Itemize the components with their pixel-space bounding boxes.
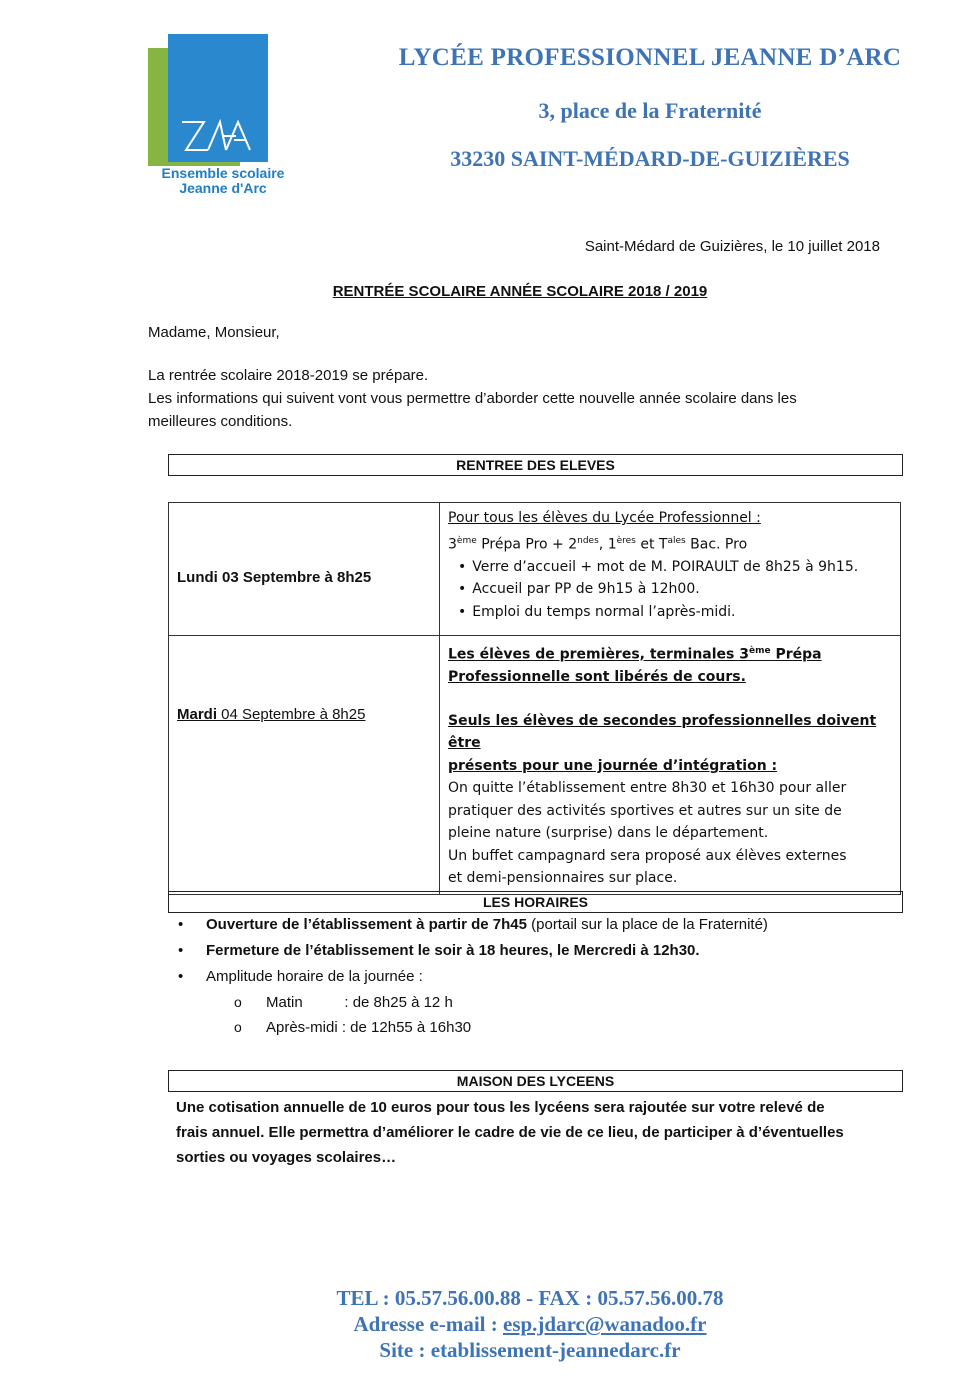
circle-bullet-icon: o [234, 994, 242, 1010]
spacer [448, 689, 892, 710]
free-text: Les élèves de premières, terminales 3 [448, 646, 749, 663]
section-heading-maison: MAISON DES LYCEENS [168, 1070, 903, 1092]
table-row [169, 503, 901, 636]
greeting: Madame, Monsieur, [148, 324, 280, 341]
intro-line-2: Les informations qui suivent vont vous permettre d’aborder cette nouvelle année scolaire dans les [148, 390, 797, 407]
classes-sup: ndes [577, 535, 599, 546]
monday-bullet: • Verre d’accueil + mot de M. POIRAULT de 8h25 à 9h15. [448, 556, 892, 579]
tuesday-seconds-line1: Seuls les élèves de secondes professionnelles doivent être [448, 712, 877, 752]
day-label-monday: Lundi 03 Septembre à 8h25 [177, 569, 372, 586]
intro-line-1: La rentrée scolaire 2018-2019 se prépare. [148, 367, 429, 384]
date-line: Saint-Médard de Guizières, le 10 juillet 2018 [584, 238, 880, 255]
monday-bullet: • Accueil par PP de 9h15 à 12h00. [448, 578, 892, 601]
tuesday-seconds-line2: présents pour une journée d’intégration : [448, 757, 778, 774]
tuesday-free-line1 [448, 640, 892, 666]
logo-monogram-icon [178, 116, 258, 156]
maison-line: Une cotisation annuelle de 10 euros pour tous les lycéens sera rajoutée sur votre relevé de [176, 1099, 825, 1116]
schedule-table [168, 502, 901, 895]
classes-text: Prépa Pro + 2 [476, 536, 578, 553]
footer-site[interactable]: Site : etablissement-jeannedarc.fr [379, 1338, 681, 1362]
footer-phones: TEL : 05.57.56.00.88 - FAX : 05.57.56.00.78 [336, 1286, 724, 1310]
day-label-tuesday-rest: 04 Septembre à 8h25 [217, 706, 366, 723]
document-title: RENTRÉE SCOLAIRE ANNÉE SCOLAIRE 2018 / 2019 [332, 283, 708, 300]
classes-sup: ales [667, 535, 686, 546]
monday-heading: Pour tous les élèves du Lycée Professionnel : [448, 510, 761, 526]
tuesday-body-line: pleine nature (surprise) dans le département. [448, 825, 769, 842]
bullet-icon: • [178, 968, 184, 985]
maison-paragraph [176, 1095, 844, 1170]
day-label-tuesday [177, 706, 365, 723]
hours-item-opening [206, 916, 768, 933]
logo-caption-line1: Ensemble scolaire [161, 165, 285, 181]
hours-afternoon: Après-midi : de 12h55 à 16h30 [266, 1019, 472, 1036]
day-cell-monday [169, 503, 440, 636]
hours-opening-rest: (portail sur la place de la Fraternité) [526, 916, 768, 933]
tuesday-body-line: pratiquer des activités sportives et autres sur un site de [448, 802, 842, 819]
school-name: LYCÉE PROFESSIONNEL JEANNE D’ARC [398, 44, 902, 71]
bullet-icon: • [178, 916, 184, 933]
logo-caption-line2: Jeanne d'Arc [179, 180, 267, 196]
hours-item-amplitude: Amplitude horaire de la journée : [206, 968, 423, 985]
hours-item-closing: Fermeture de l’établissement le soir à 18 heures, le Mercredi à 12h30. [206, 942, 700, 959]
free-text: Prépa [770, 646, 822, 663]
tuesday-details [440, 636, 901, 895]
footer-email-link[interactable]: esp.jdarc@wanadoo.fr [503, 1312, 707, 1336]
classes-text: et T [635, 536, 668, 553]
intro-line-3: meilleures conditions. [148, 413, 293, 430]
school-street: 3, place de la Fraternité [538, 98, 762, 123]
table-row [169, 636, 901, 895]
monday-classes [448, 530, 892, 556]
monday-details [440, 503, 901, 636]
school-city: 33230 SAINT-MÉDARD-DE-GUIZIÈRES [450, 146, 850, 171]
classes-sup: ème [456, 535, 477, 546]
footer-email-label: Adresse e-mail : [353, 1312, 503, 1336]
classes-text: 3 [448, 536, 457, 553]
tuesday-free-line2: Professionnelle sont libérés de cours. [448, 669, 746, 686]
classes-text: , 1 [598, 536, 617, 553]
school-logo [148, 34, 285, 204]
monday-bullet: • Emploi du temps normal l’après-midi. [448, 601, 892, 624]
tuesday-body-line: Un buffet campagnard sera proposé aux élèves externes [448, 847, 847, 864]
tuesday-body-line: et demi-pensionnaires sur place. [448, 870, 678, 887]
circle-bullet-icon: o [234, 1019, 242, 1035]
day-cell-tuesday [169, 636, 440, 895]
tuesday-body-line: On quitte l’établissement entre 8h30 et 16h30 pour aller [448, 780, 847, 797]
hours-morning: Matin : de 8h25 à 12 h [266, 994, 453, 1011]
hours-opening-bold: Ouverture de l’établissement à partir de 7h45 [206, 916, 527, 933]
section-heading-rentree: RENTREE DES ELEVES [168, 454, 903, 476]
free-sup: ème [749, 646, 771, 656]
logo-caption [148, 166, 298, 196]
day-label-tuesday-bold: Mardi [177, 706, 218, 723]
classes-text: Bac. Pro [685, 536, 748, 553]
footer-email-line [200, 1312, 860, 1337]
bullet-icon: • [178, 942, 184, 959]
maison-line: sorties ou voyages scolaires… [176, 1149, 397, 1166]
maison-line: frais annuel. Elle permettra d’améliorer le cadre de vie de ce lieu, de participer à d’éventuelles [176, 1124, 844, 1141]
classes-sup: ères [616, 535, 636, 546]
section-heading-horaires: LES HORAIRES [168, 891, 903, 913]
